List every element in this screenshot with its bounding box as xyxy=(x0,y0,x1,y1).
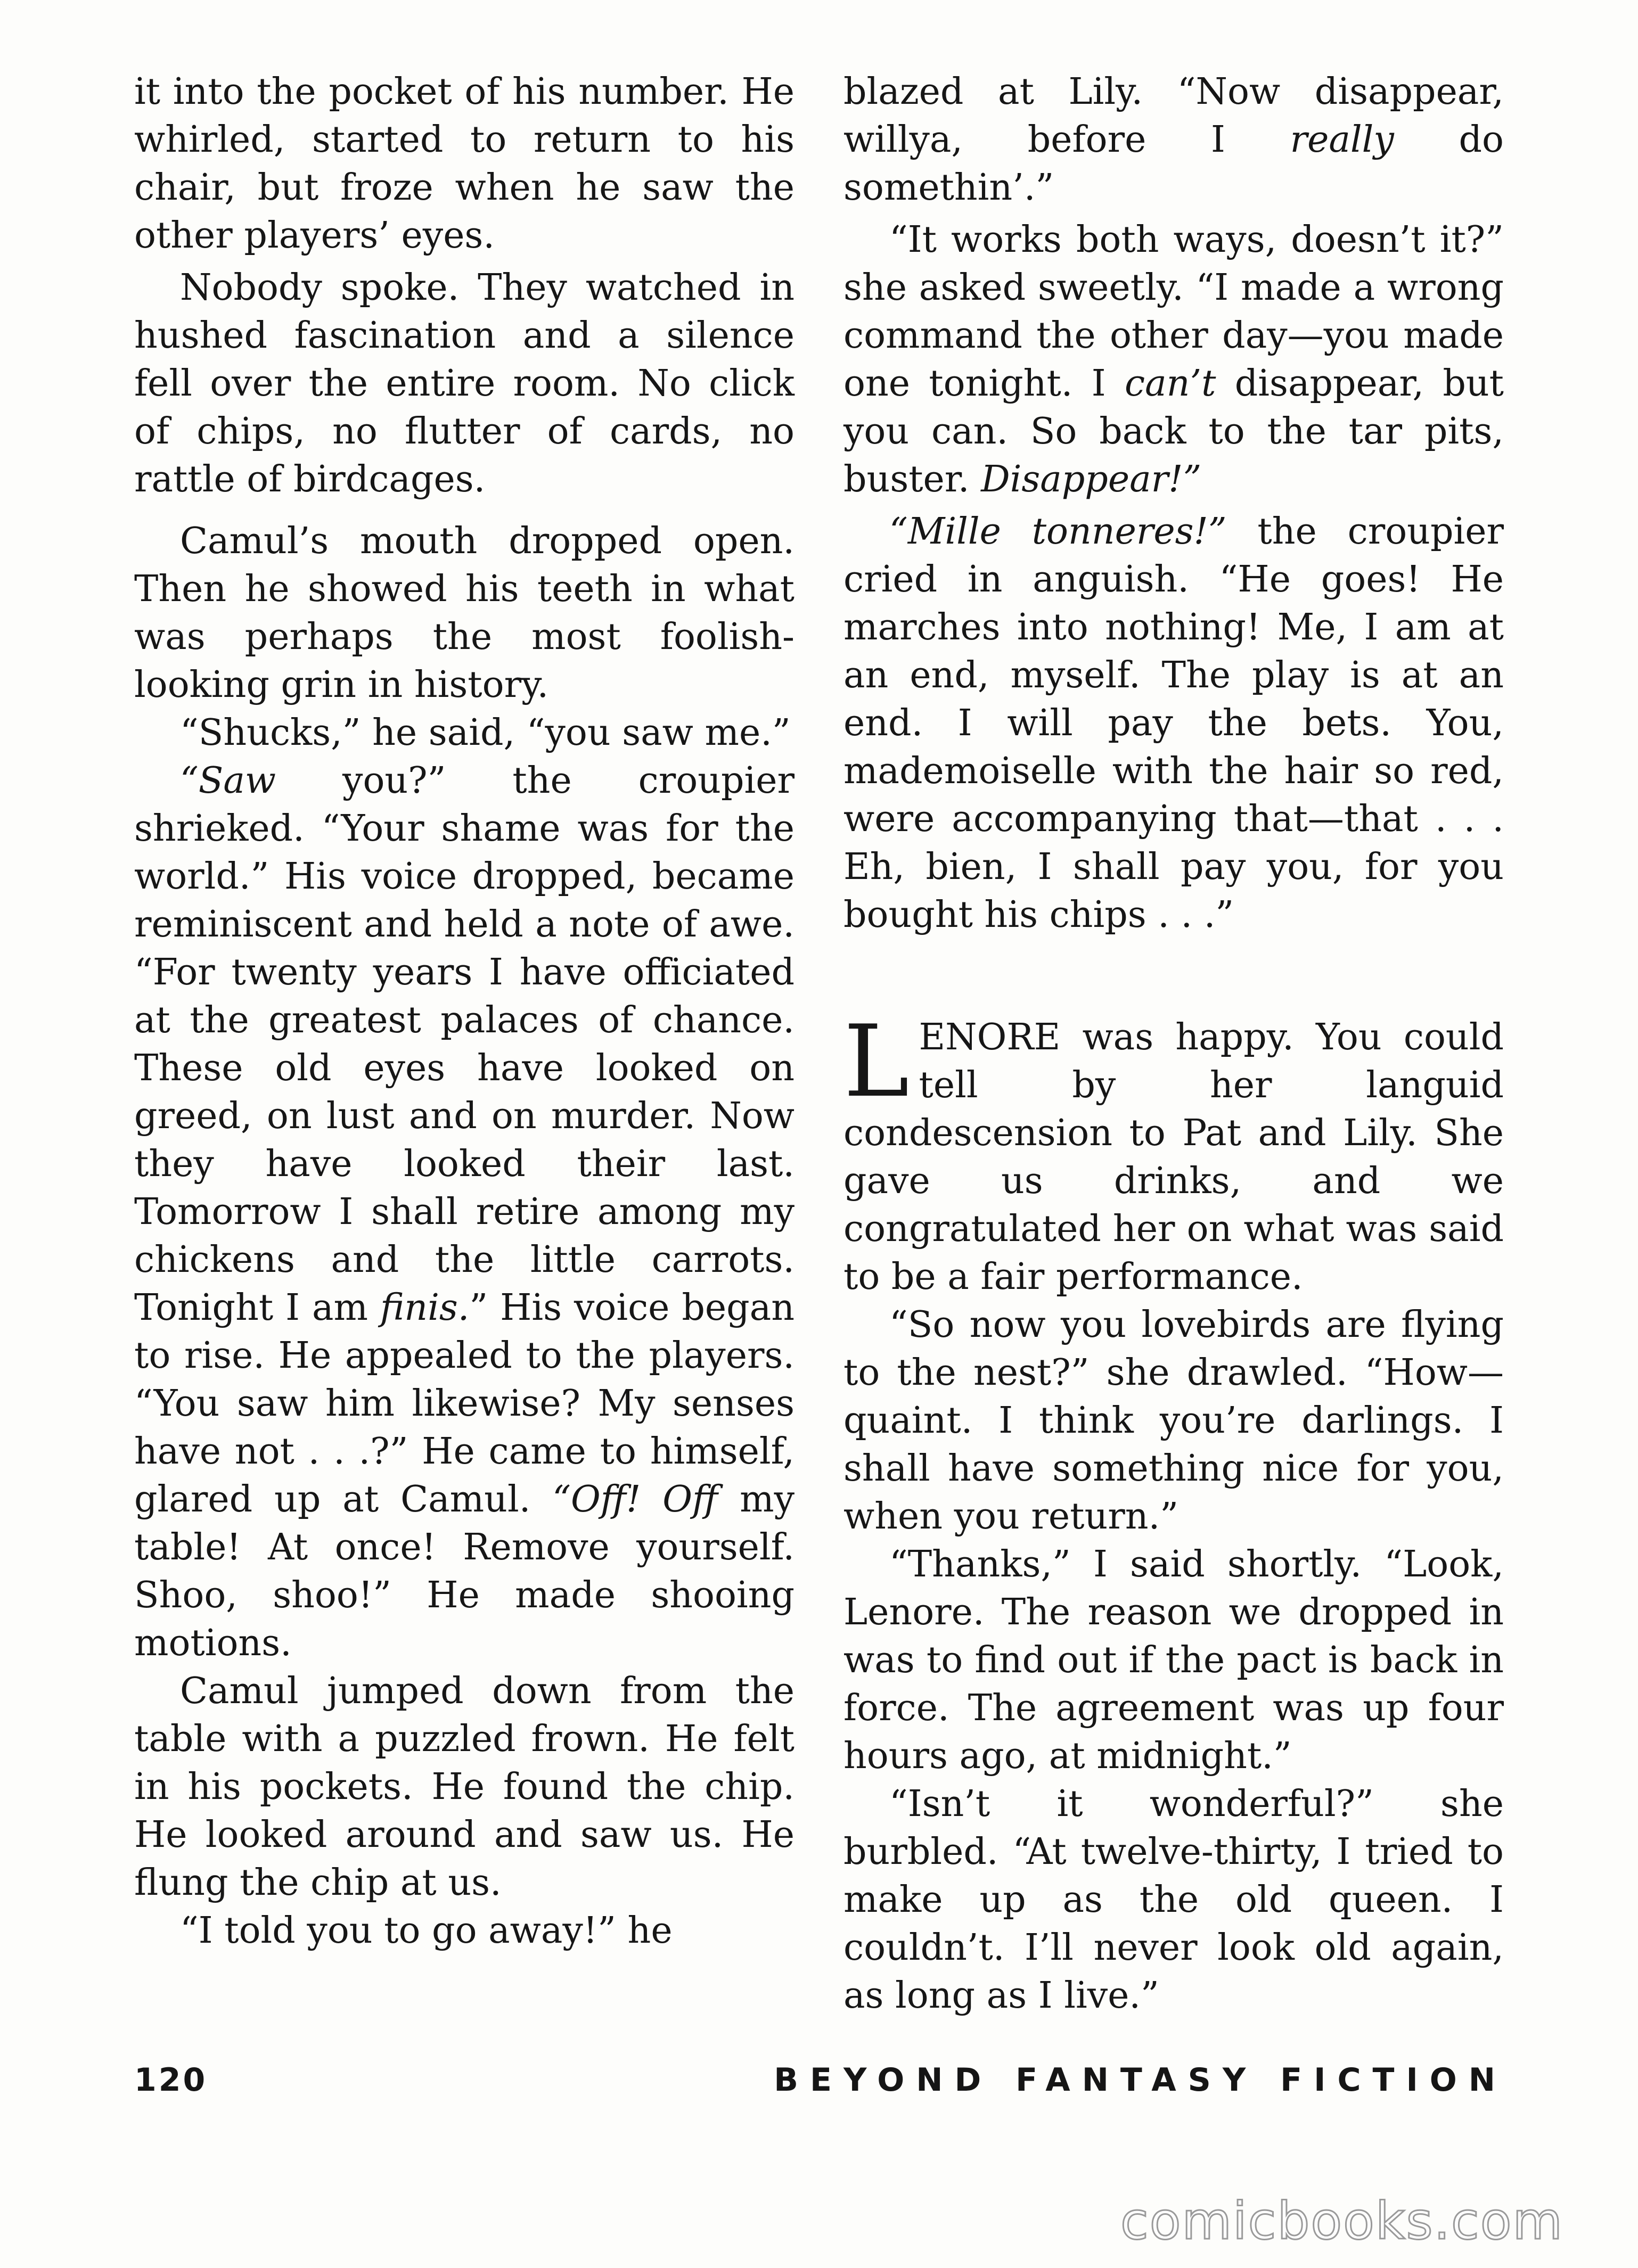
paragraph-text: the croupier cried in anguish. “He goes! He marches into nothing! Me, I am at an end, myself. The play is at an end. I will pay the bets. You, mademoiselle with the hair so red, were accompanying that—that . . . Eh, bien, I shall pay you, for you bought his chips . . .” xyxy=(843,511,1504,936)
left-text-column xyxy=(134,68,795,1955)
section-opening-paragraph xyxy=(843,1004,1504,1301)
right-text-column xyxy=(843,68,1504,2020)
italic-text: “Mille tonneres!” xyxy=(889,511,1227,553)
paragraph: Camul’s mouth dropped open. Then he showed his teeth in what was perhaps the most foolish-looking grin in history. xyxy=(134,520,795,706)
paragraph xyxy=(843,216,1504,504)
paragraph: “Thanks,” I said shortly. “Look, Lenore. The reason we dropped in was to find out if the pact is back in force. The agreement was up four hours ago, at midnight.” xyxy=(843,1543,1504,1777)
paragraph-text: ENORE was happy. You could tell by her languid condescension to Pat and Lily. She gave us drinks, and we congratulated her on what was said to be a fair performance. xyxy=(843,1016,1504,1298)
running-title: BEYOND FANTASY FICTION xyxy=(774,2061,1507,2099)
paragraph-text: do somethin’.” xyxy=(843,119,1504,209)
paragraph: Camul jumped down from the table with a puzzled frown. He felt in his pockets. He found the chip. He looked around and saw us. He flung the chip at us. xyxy=(134,1670,795,1904)
paragraph: Nobody spoke. They watched in hushed fascination and a silence fell over the entire room. No click of chips, no flutter of cards, no rattle of birdcages. xyxy=(134,267,795,500)
italic-text: really xyxy=(1290,119,1394,161)
paragraph xyxy=(134,757,795,1667)
paragraph: “Isn’t it wonderful?” she burbled. “At twelve-thirty, I tried to make up as the old queen. I couldn’t. I’ll never look old again, as long as I live.” xyxy=(843,1783,1504,2017)
paragraph xyxy=(843,508,1504,939)
watermark: comicbooks.com xyxy=(1120,2191,1563,2251)
paragraph: “I told you to go away!” he xyxy=(180,1910,673,1952)
italic-text: “Off! Off xyxy=(552,1478,718,1521)
paragraph-text: ” His voice began to rise. He appealed to the players. “You saw him likewise? My senses have not . . .?” He came to himself, glared up at Camul. xyxy=(134,1287,795,1521)
paragraph xyxy=(843,68,1504,212)
italic-text: finis. xyxy=(380,1287,470,1329)
paragraph: “Shucks,” he said, “you saw me.” xyxy=(180,712,791,754)
italic-text: can’t xyxy=(1125,363,1216,405)
paragraph-text: blazed at Lily. “Now disappear, willya, before I xyxy=(843,71,1504,161)
italic-text: Disappear!” xyxy=(981,458,1202,500)
page-number: 120 xyxy=(134,2061,208,2099)
paragraph-text: disappear, but you can. So back to the tar pits, buster. xyxy=(843,363,1504,500)
paragraph: it into the pocket of his number. He whirled, started to return to his chair, but froze when he saw the other players’ eyes. xyxy=(134,71,795,257)
paragraph-text: you?” the croupier shrieked. “Your shame was for the world.” His voice dropped, became reminiscent and held a note of awe. “For twenty years I have officiated at the greatest palaces of chance. These old eyes have looked on greed, on lust and on murder. Now they have looked their last. Tomorrow I shall retire among my chickens and the little carrots. Tonight I am xyxy=(134,760,795,1329)
drop-cap: L xyxy=(843,1004,910,1119)
italic-text: “Saw xyxy=(180,760,276,802)
paragraph-text: “It works both ways, doesn’t it?” she asked sweetly. “I made a wrong command the other day—you made one tonight. I xyxy=(843,219,1504,405)
paragraph: “So now you lovebirds are flying to the nest?” she drawled. “How—quaint. I think you’re darlings. I shall have something nice for you, when you return.” xyxy=(843,1304,1504,1538)
paragraph-text: my table! At once! Remove yourself. Shoo, shoo!” He made shooing motions. xyxy=(134,1478,795,1664)
